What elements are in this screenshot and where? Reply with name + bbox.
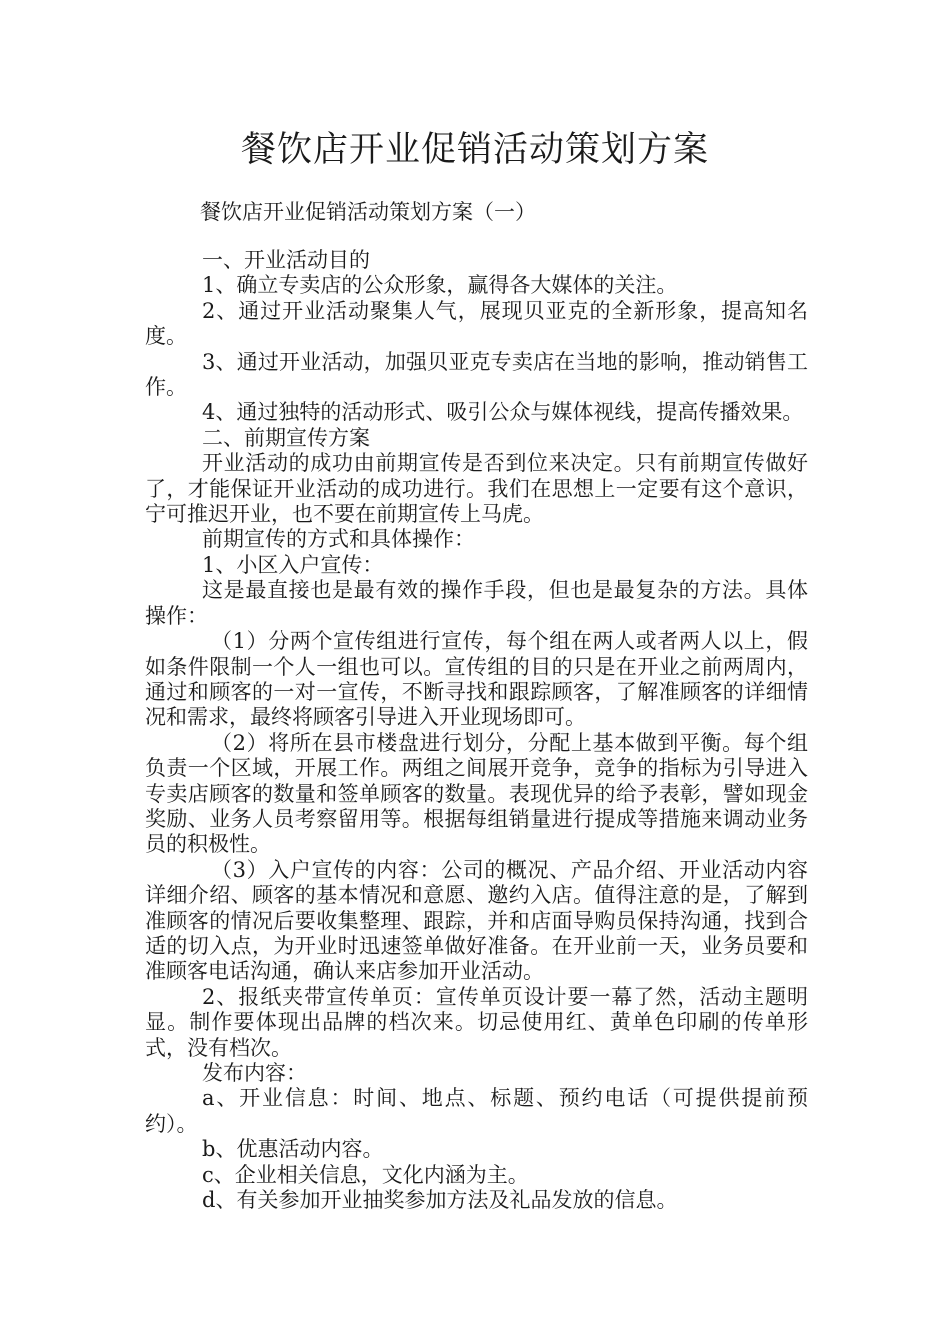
purpose-item-2: 2、通过开业活动聚集人气，展现贝亚克的全新形象，提高知名度。 — [145, 298, 808, 349]
document-title: 餐饮店开业促销活动策划方案 — [240, 130, 709, 170]
publish-item-d: d、有关参加开业抽奖参加方法及礼品发放的信息。 — [202, 1188, 678, 1213]
document-subtitle: 餐饮店开业促销活动策划方案（一） — [200, 200, 536, 224]
purpose-item-3: 3、通过开业活动，加强贝亚克专卖店在当地的影响，推动销售工作。 — [145, 349, 808, 400]
method-1-description: 这是最直接也是最有效的操作手段，但也是最复杂的方法。具体操作： — [145, 578, 808, 628]
method-1-step-2: （2）将所在县市楼盘进行划分，分配上基本做到平衡。每个组负责一个区域，开展工作。两组之间展开竞争，竞争的指标为引导进入专卖店顾客的数量和签单顾客的数量。表现优异的给予表彰，譬如现金奖励、业务人员考察留用等。根据每组销量进行提成等措施来调动业务员的积极性。 — [145, 730, 808, 857]
purpose-item-4: 4、通过独特的活动形式、吸引公众与媒体视线，提高传播效果。 — [202, 400, 804, 425]
method-1-step-3: （3）入户宣传的内容：公司的概况、产品介绍、开业活动内容详细介绍、顾客的基本情况和意愿、邀约入店。值得注意的是，了解到准顾客的情况后要收集整理、跟踪，并和店面导购员保持沟通，找到合适的切入点，为开业时迅速签单做好准备。在开业前一天，业务员要和准顾客电话沟通，确认来店参加开业活动。 — [145, 857, 808, 984]
section-heading-purpose: 一、开业活动目的 — [202, 248, 370, 272]
promotion-intro-paragraph: 开业活动的成功由前期宣传是否到位来决定。只有前期宣传做好了，才能保证开业活动的成功进行。我们在思想上一定要有这个意识，宁可推迟开业，也不要在前期宣传上马虎。 — [145, 451, 808, 527]
purpose-item-1: 1、确立专卖店的公众形象，赢得各大媒体的关注。 — [202, 273, 678, 298]
promotion-methods-heading: 前期宣传的方式和具体操作： — [202, 527, 475, 552]
section-heading-promotion: 二、前期宣传方案 — [202, 425, 370, 450]
publish-item-a: a、开业信息：时间、地点、标题、预约电话（可提供提前预约）。 — [145, 1086, 808, 1136]
method-1-heading: 1、小区入户宣传： — [202, 552, 384, 577]
document-body — [145, 248, 808, 1213]
publish-content-heading: 发布内容： — [202, 1061, 307, 1085]
publish-item-b: b、优惠活动内容。 — [202, 1137, 384, 1162]
method-2-paragraph: 2、报纸夹带宣传单页：宣传单页设计要一幕了然，活动主题明显。制作要体现出品牌的档次来。切忌使用红、黄单色印刷的传单形式，没有档次。 — [145, 984, 808, 1060]
publish-item-c: c、企业相关信息，文化内涵为主。 — [202, 1162, 529, 1187]
method-1-step-1: （1）分两个宣传组进行宣传，每个组在两人或者两人以上，假如条件限制一个人一组也可以。宣传组的目的只是在开业之前两周内，通过和顾客的一对一宣传，不断寻找和跟踪顾客，了解准顾客的详细情况和需求，最终将顾客引导进入开业现场即可。 — [145, 629, 808, 730]
